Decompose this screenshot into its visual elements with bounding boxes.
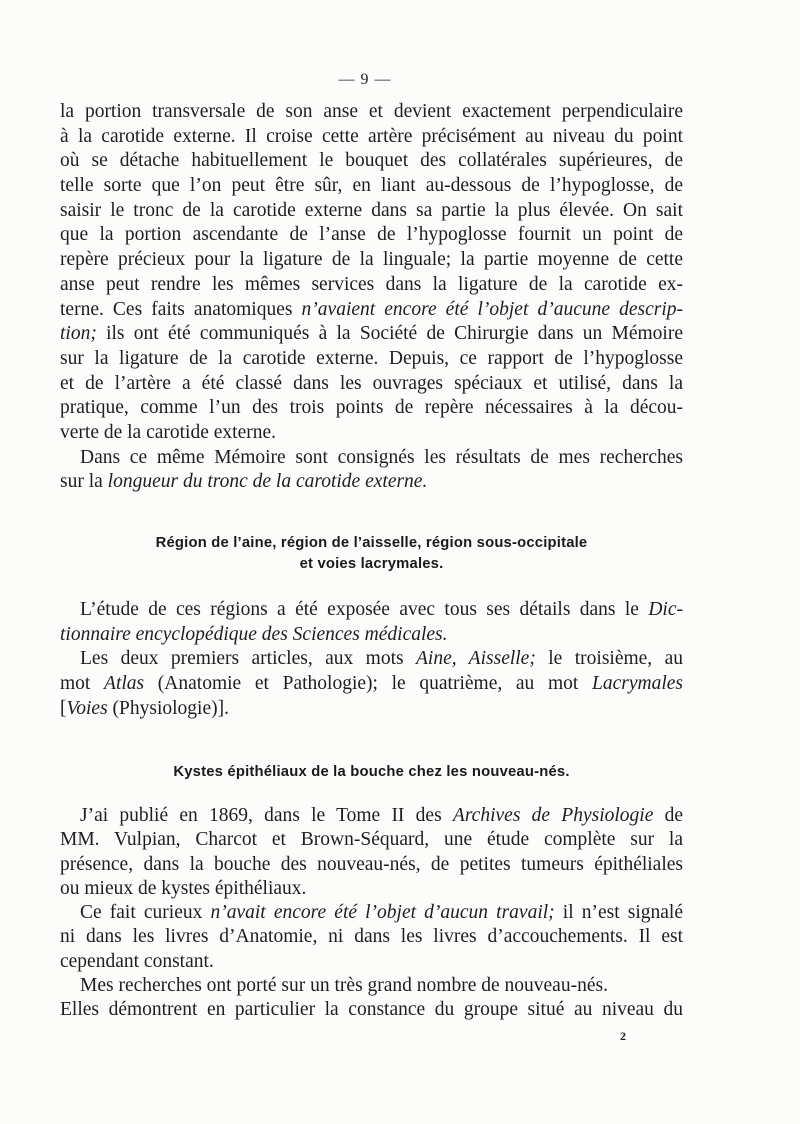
heading-line: Région de l’aine, région de l’aisselle, région sous-occipitale [155,535,588,551]
italic-text-run: Atlas [104,673,145,695]
text-line [60,322,683,347]
text-line [60,149,683,174]
text-run: telle sorte que l’on peut être sûr, en liant au-dessous de l’hypoglosse, de [60,175,683,197]
text-run: la portion transversale de son anse et devient exactement perpendiculaire [60,101,683,122]
text-run: anse peut rendre les mêmes services dans la ligature de la carotide ex- [60,273,683,295]
section-heading [60,533,683,575]
text-run: présence, dans la bouche des nouveau-nés, de petites tumeurs épithéliales [60,853,683,875]
italic-text-run: tionnaire encyclopédique des Sciences médicales. [60,623,448,645]
paragraph [60,100,683,446]
text-run: Elles démontrent en particulier la constance du groupe situé au niveau du [60,999,683,1021]
text-run: ou mieux de kystes épithéliaux. [60,877,307,899]
text-line [60,901,683,925]
italic-text-run: n’avaient encore été l’objet d’aucune descrip- [301,298,683,320]
text-run: Mes recherches ont porté sur un très grand nombre de nouveau-nés. [80,975,608,997]
text-line [60,877,683,901]
section-heading [60,762,683,783]
text-run: verte de la carotide externe. [60,421,276,443]
text-line [60,347,683,372]
italic-text-run: n’avait encore été l’objet d’aucun travail; [210,902,555,924]
italic-text-run: Aine, Aisselle; [416,648,536,670]
text-line [60,925,683,949]
page-number: — 9 — [338,71,392,88]
text-line [60,372,683,397]
text-run: terne. Ces faits anatomiques [60,298,302,320]
italic-text-run: tion; [60,323,97,345]
paragraph [60,974,683,1023]
text-line [60,223,683,248]
paragraph [60,901,683,974]
text-line [60,672,683,697]
text-line [60,248,683,273]
italic-text-run: Dic- [648,599,683,620]
text-run: où se détache habituellement le bouquet des collatérales supérieures, de [60,150,683,172]
text-line [60,470,683,495]
italic-text-run: Archives de Physiologie [452,805,654,826]
text-line [60,828,683,852]
text-run: MM. Vulpian, Charcot et Brown-Séquard, une étude complète sur la [60,829,683,851]
text-line [60,396,683,421]
text-line [60,298,683,323]
heading-line: et voies lacrymales. [299,556,444,572]
text-run: Les deux premiers articles, aux mots [80,648,417,670]
text-run: Ce fait curieux [80,902,211,924]
text-line [60,974,683,998]
text-run: le troisième, au [535,648,683,670]
text-run: (Physiologie)]. [107,697,229,719]
text-run: à la carotide externe. Il croise cette artère précisément au niveau du point [60,125,683,147]
italic-text-run: Voies [66,697,108,719]
heading-line: Kystes épithéliaux de la bouche chez les nouveau-nés. [173,764,570,780]
text-run: il n’est signalé [554,902,684,924]
text-line [60,998,683,1022]
text-run: L’étude de ces régions a été exposée avec tous ses détails dans le [80,599,649,620]
text-line [60,174,683,199]
text-run: repère précieux pour la ligature de la linguale; la partie moyenne de cette [60,249,683,271]
paragraph [60,446,683,495]
text-line [60,853,683,877]
text-line [60,697,683,722]
text-run: (Anatomie et Pathologie); le quatrième, au mot [144,673,593,695]
text-line [60,125,683,150]
text-line [60,273,683,298]
text-run: de [653,805,684,826]
text-run: sur la [60,471,108,493]
signature-mark: 2 [620,1029,626,1043]
text-line [60,598,683,623]
text-run: pratique, comme l’un des trois points de repère nécessaires à la décou- [60,397,683,419]
paragraph [60,647,683,721]
text-line [60,446,683,471]
text-line [60,950,683,974]
text-line [60,100,683,125]
text-run: ni dans les livres d’Anatomie, ni dans les livres d’accouchements. Il est [60,926,683,948]
text-line [60,804,683,828]
text-line [60,199,683,224]
text-run: saisir le tronc de la carotide externe dans sa partie la plus élevée. On sait [60,199,683,221]
text-run: que la portion ascendante de l’anse de l’hypoglosse fournit un point de [60,224,683,246]
text-run: Dans ce même Mémoire sont consignés les résultats de mes recherches [80,446,683,468]
text-run: cependant constant. [60,950,214,972]
text-run: sur la ligature de la carotide externe. Depuis, ce rapport de l’hypoglosse [60,347,683,369]
text-line [60,421,683,446]
text-run: mot [60,673,105,695]
text-run: [ [60,697,67,719]
italic-text-run: longueur du tronc de la carotide externe. [107,471,428,493]
paragraph [60,804,683,901]
text-run: et de l’artère a été classé dans les ouvrages spéciaux et utilisé, dans la [60,372,683,394]
text-run: J’ai publié en 1869, dans le Tome II des [80,805,453,826]
text-run: ils ont été communiqués à la Société de Chirurgie dans un Mémoire [96,323,683,345]
italic-text-run: Lacrymales [592,673,684,695]
paragraph [60,598,683,647]
text-line [60,623,683,648]
text-line [60,647,683,672]
